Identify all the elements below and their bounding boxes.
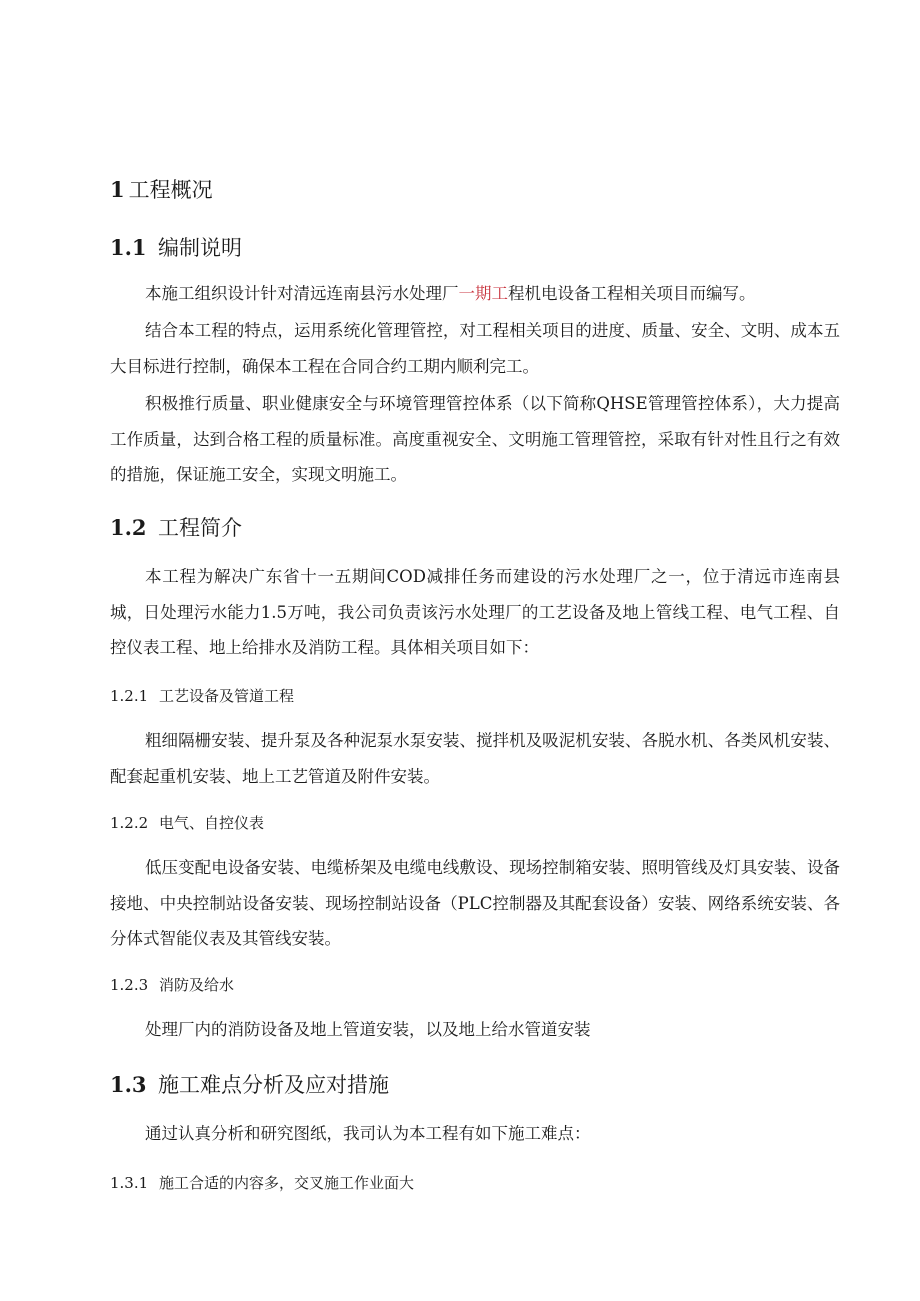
section-title: 施工难点分析及应对措施 [158, 1073, 389, 1097]
subsection-heading-1-2-3 [110, 974, 234, 996]
subsection-title: 消防及给水 [159, 976, 235, 994]
section-number: 1.3 [110, 1072, 147, 1097]
section-number: 1.1 [110, 235, 147, 260]
chapter-title: 工程概况 [128, 178, 213, 202]
subsection-number: 1.2.2 [110, 814, 149, 832]
subsection-title: 工艺设备及管道工程 [159, 687, 295, 705]
subsection-number: 1.2.1 [110, 687, 149, 705]
paragraph-1-1-a [110, 276, 840, 312]
section-title: 工程简介 [158, 516, 242, 540]
subsection-heading-1-2-2 [110, 812, 264, 834]
subsection-heading-1-2-1 [110, 685, 294, 707]
subsection-number: 1.3.1 [110, 1174, 149, 1192]
subsection-heading-1-3-1 [110, 1172, 414, 1194]
paragraph-1-1-c: 积极推行质量、职业健康安全与环境管理管控体系（以下简称QHSE管理管控体系），大力提高工作质量，达到合格工程的质量标准。高度重视安全、文明施工管理管控，采取有针对性且行之有效的措施，保证施工安全，实现文明施工。 [110, 394, 840, 484]
section-heading-1-2 [110, 514, 242, 542]
subsection-title: 施工合适的内容多，交叉施工作业面大 [159, 1174, 415, 1192]
subsection-number: 1.2.3 [110, 976, 149, 994]
paragraph-1-2-2: 低压变配电设备安装、电缆桥架及电缆电线敷设、现场控制箱安装、照明管线及灯具安装、设备接地、中央控制站设备安装、现场控制站设备（PLC控制器及其配套设备）安装、网络系统安装、各分体式智能仪表及其管线安装。 [110, 858, 840, 948]
text-run: 程机电设备工程相关项目而编写。 [508, 284, 756, 303]
highlighted-text: 一期工 [458, 284, 508, 303]
section-number: 1.2 [110, 515, 147, 540]
paragraph-1-2-1: 粗细隔栅安装、提升泵及各种泥泵水泵安装、搅拌机及吸泥机安装、各脱水机、各类风机安装、配套起重机安装、地上工艺管道及附件安装。 [110, 731, 840, 786]
chapter-number: 1 [110, 177, 125, 202]
paragraph-1-1-b: 结合本工程的特点，运用系统化管理管控，对工程相关项目的进度、质量、安全、文明、成本五大目标进行控制，确保本工程在合同合约工期内顺利完工。 [110, 321, 840, 376]
section-heading-1-3 [110, 1071, 389, 1099]
chapter-heading [110, 176, 213, 204]
subsection-title: 电气、自控仪表 [159, 814, 265, 832]
paragraph-1-2: 本工程为解决广东省十一五期间COD减排任务而建设的污水处理厂之一，位于清远市连南县城，日处理污水能力1.5万吨，我公司负责该污水处理厂的工艺设备及地上管线工程、电气工程、自控仪表工程、地上给排水及消防工程。具体相关项目如下： [110, 567, 840, 657]
text-run: 本施工组织设计针对清远连南县污水处理厂 [145, 284, 459, 303]
section-heading-1-1 [110, 234, 242, 262]
section-title: 编制说明 [158, 236, 242, 260]
paragraph-1-3: 通过认真分析和研究图纸，我司认为本工程有如下施工难点： [145, 1124, 591, 1143]
paragraph-1-2-3: 处理厂内的消防设备及地上管道安装，以及地上给水管道安装 [145, 1020, 591, 1039]
